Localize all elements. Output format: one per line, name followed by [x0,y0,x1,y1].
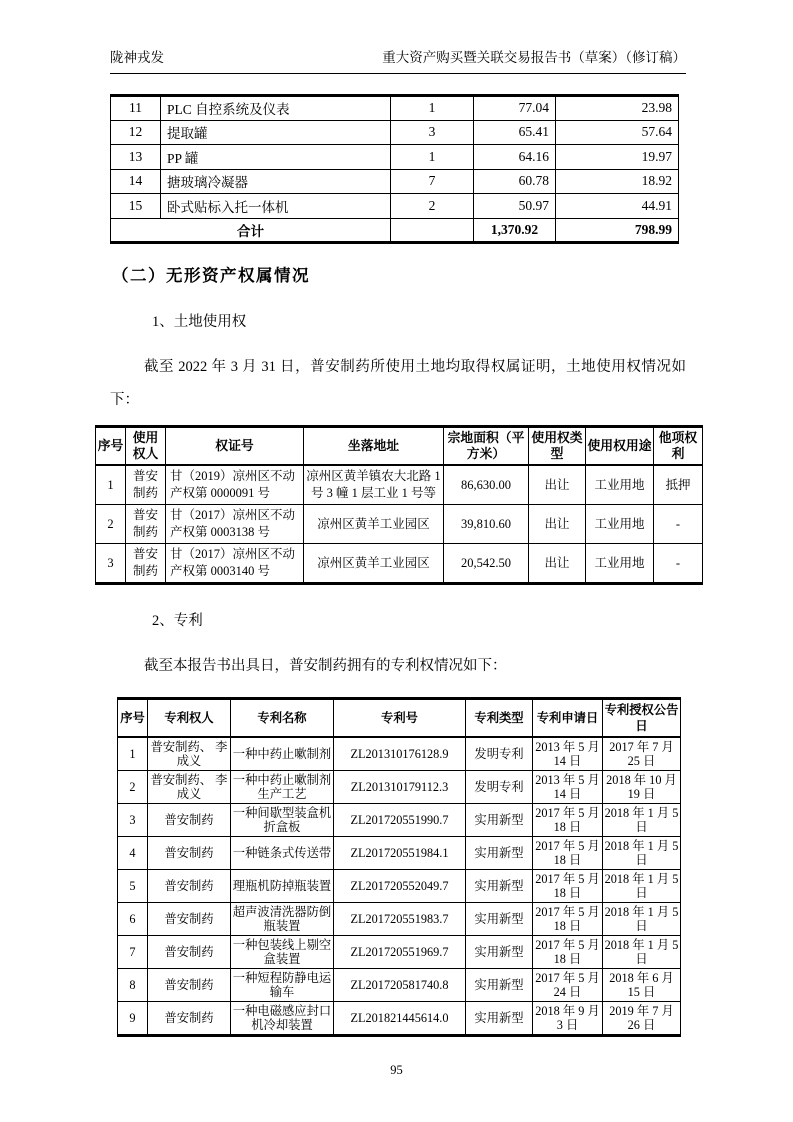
table-header-row [96,427,703,466]
table-cell [391,218,474,243]
table-cell: 5 [118,870,148,903]
table-cell: 实用新型 [466,804,533,837]
table-row [118,737,681,771]
table-cell: 2017 年 5 月 18 日 [533,837,603,870]
table-header-row [118,699,681,738]
table-cell: 甘（2019）凉州区不动产权第 0000091 号 [166,465,304,505]
table-cell: 18.92 [556,169,679,194]
column-header: 使用权人 [126,427,166,466]
table-cell: ZL201720551969.7 [334,936,466,969]
table-cell: 7 [118,936,148,969]
table-cell: - [654,505,703,544]
table-cell: 2018 年 1 月 5 日 [603,837,681,870]
table-cell: 提取罐 [161,120,391,145]
table-cell: 甘（2017）凉州区不动产权第 0003138 号 [166,505,304,544]
table-cell: 3 [96,544,126,584]
column-header: 权证号 [166,427,304,466]
patent-intro-paragraph: 截至本报告书出具日，普安制药拥有的专利权情况如下： [144,658,507,674]
table-cell: 1 [96,465,126,505]
table-row [118,1002,681,1036]
table-row [118,804,681,837]
table-cell: 11 [111,96,161,121]
table-cell: 抵押 [654,465,703,505]
table-cell: 一种间歇型装盒机折盒板 [231,804,334,837]
column-header: 使用权用途 [586,427,654,466]
table-cell: 4 [118,837,148,870]
table-cell: 2013 年 5 月 14 日 [533,771,603,804]
column-header: 专利授权公告日 [603,699,681,738]
column-header: 专利权人 [148,699,231,738]
table-cell: 20,542.50 [444,544,529,584]
table-row [111,96,679,121]
table-cell: 2 [96,505,126,544]
table-row [96,465,703,505]
table-cell: 60.78 [474,169,556,194]
table-cell: 14 [111,169,161,194]
table-cell: 2017 年 5 月 18 日 [533,870,603,903]
table-cell: ZL201720551984.1 [334,837,466,870]
table-cell: 实用新型 [466,936,533,969]
running-header [110,46,686,74]
table-cell: 65.41 [474,120,556,145]
table-cell: 8 [118,969,148,1002]
table-cell: 39,810.60 [444,505,529,544]
table-cell: 普安制药 [126,465,166,505]
table-cell: 出让 [529,465,586,505]
land-intro-paragraph: 截至 2022 年 3 月 31 日，普安制药所使用土地均取得权属证明，土地使用权情况如下： [110,359,686,408]
table-cell: 实用新型 [466,837,533,870]
table-cell: 44.91 [556,194,679,219]
table-cell: 普安制药 [126,544,166,584]
table-cell: 3 [118,804,148,837]
table-cell: 2013 年 5 月 14 日 [533,737,603,771]
page-number: 95 [390,1063,403,1077]
total-label-cell: 合计 [111,218,391,243]
table-cell: 普安制药 [148,870,231,903]
table-cell: 实用新型 [466,1002,533,1036]
table-cell: 发明专利 [466,771,533,804]
table-cell: 一种中药止嗽制剂生产工艺 [231,771,334,804]
table-cell: 13 [111,145,161,170]
table-cell: 普安制药、 李成义 [148,737,231,771]
table-row [96,505,703,544]
table-cell: 甘（2017）凉州区不动产权第 0003140 号 [166,544,304,584]
column-header: 使用权类型 [529,427,586,466]
table-cell: 卧式贴标入托一体机 [161,194,391,219]
table-cell: 1 [118,737,148,771]
table-cell: 普安制药、 李成义 [148,771,231,804]
table-cell: 2018 年 1 月 5 日 [603,903,681,936]
table-cell: 普安制药 [148,837,231,870]
table-cell: ZL201821445614.0 [334,1002,466,1036]
table-cell: 工业用地 [586,544,654,584]
table-cell: 凉州区黄羊镇农大北路 1 号 3 幢 1 层工业 1 号等 [304,465,444,505]
table-cell: 一种包装线上剔空盒装置 [231,936,334,969]
table-row [111,120,679,145]
table-row [118,837,681,870]
table-cell: 理瓶机防掉瓶装置 [231,870,334,903]
table-cell: 一种电磁感应封口机冷却装置 [231,1002,334,1036]
table-cell: 1 [391,96,474,121]
column-header: 坐落地址 [304,427,444,466]
table-cell: 2019 年 7 月 26 日 [603,1002,681,1036]
table-cell: 2018 年 6 月 15 日 [603,969,681,1002]
table-cell: 2017 年 7 月 25 日 [603,737,681,771]
equipment-total-row [111,218,679,243]
table-cell: 普安制药 [126,505,166,544]
table-cell: 凉州区黄羊工业园区 [304,505,444,544]
column-header: 他项权利 [654,427,703,466]
table-cell: 2017 年 5 月 18 日 [533,936,603,969]
table-cell: PP 罐 [161,145,391,170]
table-cell: 23.98 [556,96,679,121]
table-cell: 64.16 [474,145,556,170]
table-cell: 凉州区黄羊工业园区 [304,544,444,584]
patents-table [117,697,681,1037]
table-row [118,771,681,804]
column-header: 宗地面积（平方米） [444,427,529,466]
table-cell: 普安制药 [148,936,231,969]
column-header: 序号 [96,427,126,466]
table-cell: 普安制药 [148,969,231,1002]
table-cell: 19.97 [556,145,679,170]
sub-heading-land-use-rights: 1、土地使用权 [152,314,247,330]
table-cell: 77.04 [474,96,556,121]
table-cell: 实用新型 [466,903,533,936]
table-cell: 2018 年 1 月 5 日 [603,870,681,903]
table-cell: 发明专利 [466,737,533,771]
table-cell: 超声波清洗器防倒瓶装置 [231,903,334,936]
table-row [111,169,679,194]
column-header: 专利名称 [231,699,334,738]
table-cell: ZL201720551983.7 [334,903,466,936]
table-cell: 普安制药 [148,804,231,837]
table-cell: 6 [118,903,148,936]
equipment-valuation-table [110,94,679,244]
table-cell: 15 [111,194,161,219]
table-cell: 2018 年 9 月 3 日 [533,1002,603,1036]
table-cell: 一种中药止嗽制剂 [231,737,334,771]
table-cell: 2018 年 1 月 5 日 [603,936,681,969]
total-value-cell: 1,370.92 [474,218,556,243]
sub-heading-patents: 2、专利 [152,613,203,629]
table-cell: ZL201720581740.8 [334,969,466,1002]
table-cell: 2 [391,194,474,219]
table-row [118,936,681,969]
section-heading-intangible-assets: （二）无形资产权属情况 [112,267,310,285]
table-cell: 一种短程防静电运输车 [231,969,334,1002]
table-row [118,870,681,903]
table-cell: 2018 年 1 月 5 日 [603,804,681,837]
land-use-rights-table [95,425,703,585]
table-cell: ZL201310176128.9 [334,737,466,771]
table-cell: 工业用地 [586,465,654,505]
table-row [118,969,681,1002]
header-company-name: 陇神戎发 [110,50,164,65]
table-cell: 9 [118,1002,148,1036]
table-cell: 搪玻璃冷凝器 [161,169,391,194]
table-cell: 7 [391,169,474,194]
table-row [111,145,679,170]
table-cell: 普安制药 [148,1002,231,1036]
table-cell: 57.64 [556,120,679,145]
table-row [111,194,679,219]
table-row [118,903,681,936]
table-cell: 一种链条式传送带 [231,837,334,870]
table-cell: 工业用地 [586,505,654,544]
table-cell: 实用新型 [466,870,533,903]
table-cell: 2018 年 10 月 19 日 [603,771,681,804]
table-cell: 1 [391,145,474,170]
table-cell: 12 [111,120,161,145]
total-value-cell: 798.99 [556,218,679,243]
table-cell: 50.97 [474,194,556,219]
table-cell: 2017 年 5 月 18 日 [533,804,603,837]
table-cell: 2 [118,771,148,804]
column-header: 专利号 [334,699,466,738]
table-cell: ZL201720551990.7 [334,804,466,837]
table-row [96,544,703,584]
table-cell: PLC 自控系统及仪表 [161,96,391,121]
table-cell: 实用新型 [466,969,533,1002]
table-cell: 普安制药 [148,903,231,936]
header-document-title: 重大资产购买暨关联交易报告书（草案）（修订稿） [382,50,686,65]
column-header: 序号 [118,699,148,738]
column-header: 专利类型 [466,699,533,738]
table-cell: 出让 [529,505,586,544]
table-cell: ZL201720552049.7 [334,870,466,903]
table-cell: 2017 年 5 月 18 日 [533,903,603,936]
table-cell: 2017 年 5 月 24 日 [533,969,603,1002]
column-header: 专利申请日 [533,699,603,738]
table-cell: ZL201310179112.3 [334,771,466,804]
table-cell: 86,630.00 [444,465,529,505]
table-cell: 出让 [529,544,586,584]
table-cell: 3 [391,120,474,145]
table-cell: - [654,544,703,584]
